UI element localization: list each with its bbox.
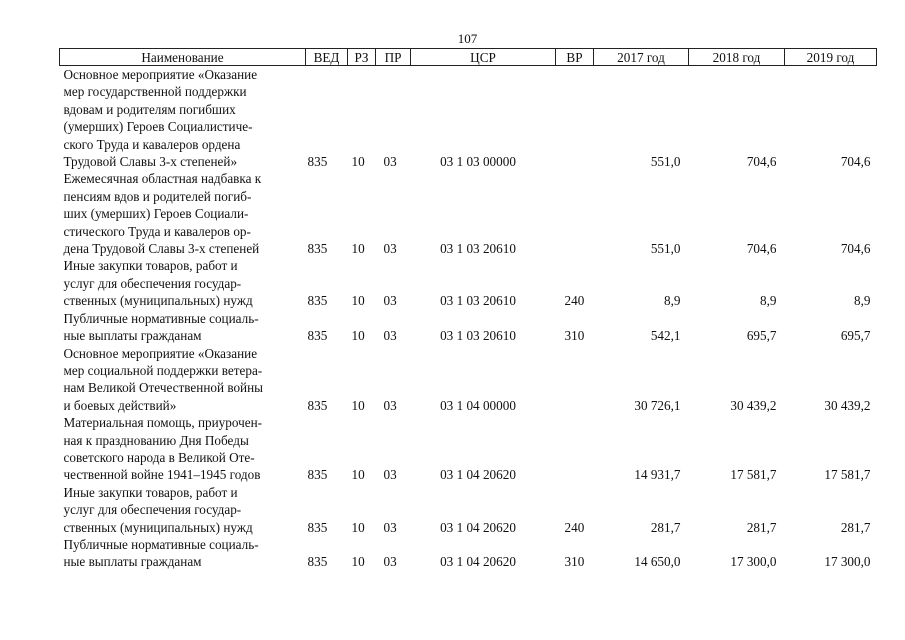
rz-cell: 10 [351,519,365,535]
row-name-cell [60,66,306,171]
amount-2019-cell: 704,6 [840,241,871,257]
amount-2018-cell: 281,7 [746,519,777,535]
csr-cell: 03 1 03 20610 [440,241,516,257]
pr-cell: 03 [383,328,397,344]
table-body [60,66,877,571]
column-header-2018: 2018 год [689,49,785,66]
row-name-line: ная к празднованию Дня Победы [63,432,249,448]
csr-cell: 03 1 03 20610 [440,293,516,309]
row-name-line: Основное мероприятие «Оказание [63,67,258,82]
pr-cell: 03 [383,467,397,483]
ved-cell: 835 [307,241,328,257]
amount-2017-cell: 14 650,0 [634,554,681,570]
row-name-line: ственных (муниципальных) нужд [63,519,253,535]
table-row [60,310,877,345]
row-name-cell [60,170,306,257]
row-name-line: ные выплаты гражданам [63,554,202,570]
rz-cell: 10 [351,154,365,170]
row-name-line: ших (умерших) Героев Социали- [63,206,249,222]
row-name-line: услуг для обеспечения государ- [63,275,242,291]
pr-cell: 03 [383,519,397,535]
amount-2017-cell: 281,7 [650,519,681,535]
row-name-cell [60,345,306,415]
column-header-name: Наименование [60,49,306,66]
amount-2018-cell: 704,6 [746,241,777,257]
table-row [60,170,877,257]
row-name-line: вдовам и родителям погибших [63,101,236,117]
column-header-rz: РЗ [348,49,376,66]
csr-cell: 03 1 03 20610 [440,328,516,344]
rz-cell: 10 [351,554,365,570]
rz-cell: 10 [351,467,365,483]
pr-cell: 03 [383,241,397,257]
ved-cell: 835 [307,328,328,344]
table-row [60,345,877,415]
amount-2017-cell: 30 726,1 [634,397,681,413]
table-row [60,484,877,536]
rz-cell: 10 [351,397,365,413]
row-name-line: пенсиям вдов и родителей погиб- [63,188,252,204]
row-name-line: советского народа в Великой Оте- [63,449,255,465]
amount-2019-cell: 17 300,0 [824,554,871,570]
pr-cell: 03 [383,154,397,170]
table-row [60,257,877,309]
row-name-cell [60,310,306,345]
amount-2017-cell: 542,1 [650,328,681,344]
vr-cell [556,345,594,415]
row-name-line: стического Труда и кавалеров ор- [63,223,251,239]
vr-cell [556,170,594,257]
budget-table [59,48,877,571]
ved-cell: 835 [307,293,328,309]
vr-cell: 240 [564,293,585,309]
amount-2018-cell: 17 300,0 [730,554,777,570]
row-name-line: мер государственной поддержки [63,84,247,100]
column-header-2019: 2019 год [785,49,877,66]
row-name-line: Основное мероприятие «Оказание [63,345,258,361]
row-name-line: мер социальной поддержки ветера- [63,362,263,378]
column-header-vr: ВР [556,49,594,66]
rz-cell: 10 [351,328,365,344]
pr-cell: 03 [383,293,397,309]
row-name-cell [60,536,306,571]
amount-2019-cell: 695,7 [840,328,871,344]
ved-cell: 835 [307,519,328,535]
page-number: 107 [457,31,478,46]
row-name-line: Публичные нормативные социаль- [63,536,259,552]
row-name-line: Трудовой Славы 3-х степеней» [63,154,238,170]
table-row [60,536,877,571]
csr-cell: 03 1 04 20620 [440,519,516,535]
amount-2018-cell: 17 581,7 [730,467,777,483]
csr-cell: 03 1 04 00000 [440,397,516,413]
vr-cell: 310 [564,328,585,344]
csr-cell: 03 1 04 20620 [440,467,516,483]
row-name-cell [60,414,306,484]
vr-cell [556,414,594,484]
amount-2019-cell: 30 439,2 [824,397,871,413]
row-name-line: Материальная помощь, приурочен- [63,415,263,431]
row-name-line: нам Великой Отечественной войны [63,380,264,396]
amount-2018-cell: 30 439,2 [730,397,777,413]
column-header-ved: ВЕД [306,49,348,66]
amount-2019-cell: 281,7 [840,519,871,535]
amount-2017-cell: 14 931,7 [634,467,681,483]
table-row [60,414,877,484]
amount-2017-cell: 551,0 [650,154,681,170]
csr-cell: 03 1 04 20620 [440,554,516,570]
amount-2018-cell: 704,6 [746,154,777,170]
table-header [60,49,877,66]
row-name-line: (умерших) Героев Социалистиче- [63,119,253,135]
amount-2018-cell: 8,9 [760,293,777,309]
rz-cell: 10 [351,293,365,309]
amount-2018-cell: 695,7 [746,328,777,344]
row-name-line: услуг для обеспечения государ- [63,502,242,518]
column-header-csr: ЦСР [411,49,556,66]
row-name-line: дена Трудовой Славы 3-х степеней [63,241,260,257]
amount-2017-cell: 8,9 [664,293,681,309]
amount-2019-cell: 17 581,7 [824,467,871,483]
row-name-line: и боевых действий» [63,397,177,413]
table-row [60,66,877,171]
row-name-line: ные выплаты гражданам [63,328,202,344]
rz-cell: 10 [351,241,365,257]
row-name-cell [60,484,306,536]
amount-2017-cell: 551,0 [650,241,681,257]
row-name-line: Ежемесячная областная надбавка к [63,171,262,187]
row-name-cell [60,257,306,309]
row-name-line: чественной войне 1941–1945 годов [63,467,261,483]
ved-cell: 835 [307,397,328,413]
column-header-2017: 2017 год [594,49,689,66]
row-name-line: ского Труда и кавалеров ордена [63,136,241,152]
vr-cell: 310 [564,554,585,570]
column-header-pr: ПР [376,49,411,66]
amount-2019-cell: 704,6 [840,154,871,170]
vr-cell [556,66,594,171]
ved-cell: 835 [307,154,328,170]
amount-2019-cell: 8,9 [854,293,871,309]
pr-cell: 03 [383,554,397,570]
row-name-line: Публичные нормативные социаль- [63,310,259,326]
pr-cell: 03 [383,397,397,413]
ved-cell: 835 [307,554,328,570]
row-name-line: Иные закупки товаров, работ и [63,484,238,500]
ved-cell: 835 [307,467,328,483]
vr-cell: 240 [564,519,585,535]
csr-cell: 03 1 03 00000 [440,154,516,170]
row-name-line: Иные закупки товаров, работ и [63,258,238,274]
row-name-line: ственных (муниципальных) нужд [63,293,253,309]
